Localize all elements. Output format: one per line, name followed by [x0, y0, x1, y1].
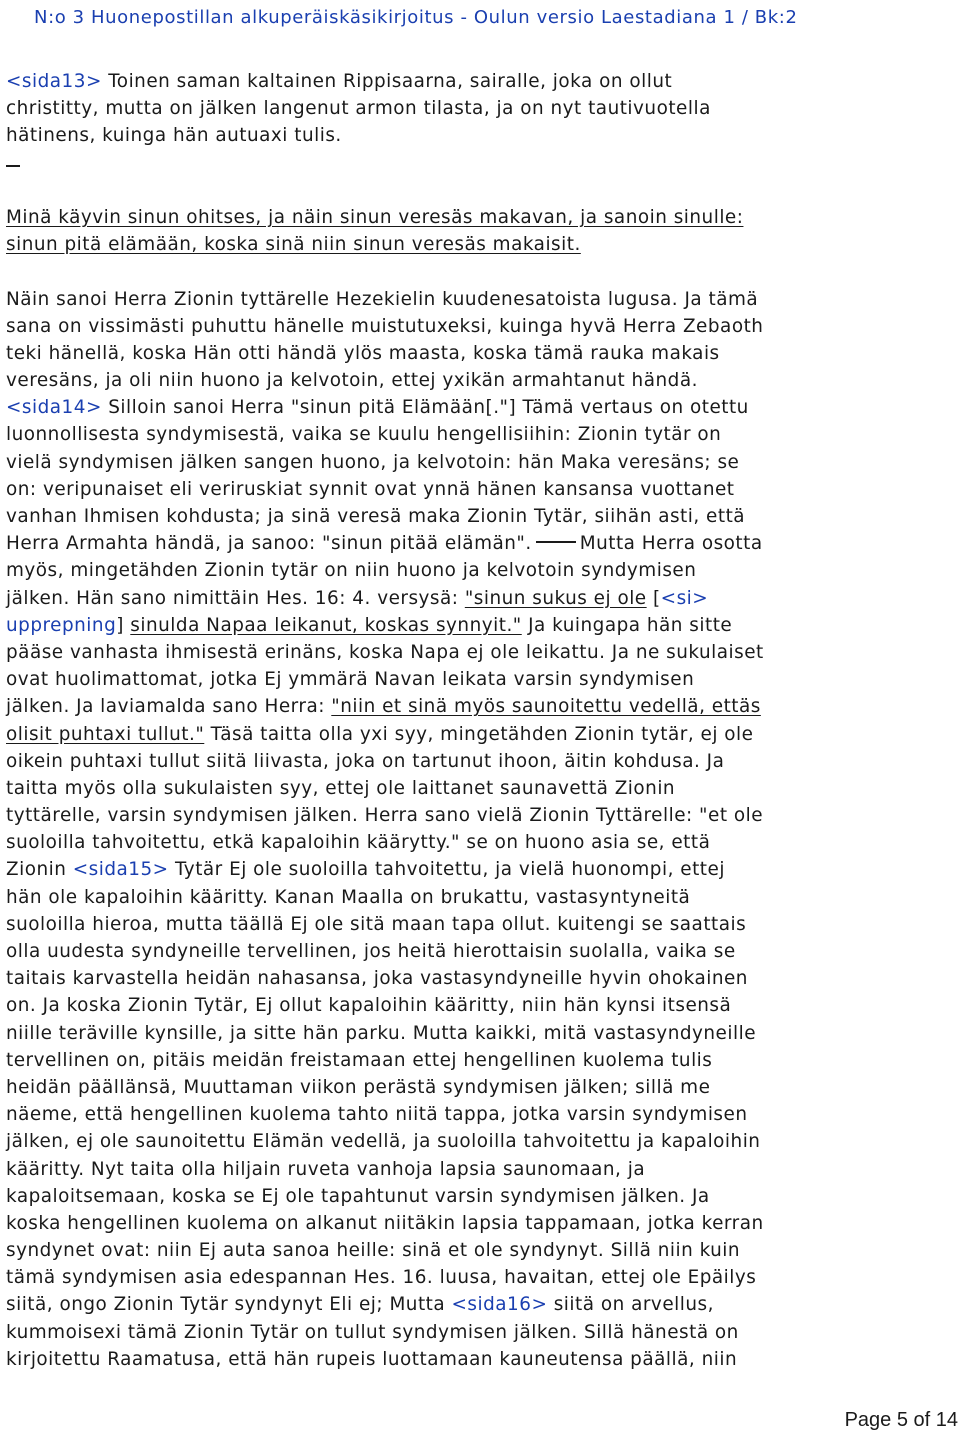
body-text: Mutta Herra osotta — [579, 533, 763, 555]
intro-line: hätinens, kuinga hän autuaxi tulis. — [6, 125, 342, 147]
body-line — [6, 1291, 956, 1318]
document-body — [6, 68, 956, 1373]
body-text: Täsä taitta olla yxi syy, mingetähden Zionin tytär, ej ole — [204, 723, 754, 745]
body-line: kääritty. Nyt taita olla hiljain ruveta vanhoja lapsia saunomaan, ja — [6, 1158, 646, 1180]
body-line: ovat huolimattomat, jotka Ej ymmärä Navan leikata varsin syndymisen — [6, 669, 695, 691]
body-text: Tytär Ej ole suoloilla tahvoitettu, ja vielä huonompi, ettej — [168, 859, 725, 881]
body-line: tämä syndymisen asia edespannan Hes. 16. luusa, havaitan, ettej ole Epäilys — [6, 1267, 757, 1289]
body-line: kummoisexi tämä Zionin Tytär on tullut syndymisen jälken. Sillä hänestä on — [6, 1321, 739, 1343]
body-line: olla uudesta syndyneille tervellinen, jos heitä hierottaisin suolalla, vaika se — [6, 941, 736, 962]
page-marker: <sida16> — [451, 1294, 548, 1316]
editorial-marker: upprepning — [6, 614, 117, 636]
body-line: hän ole kapaloihin kääritty. Kanan Maalla on brukattu, vastasyntyneitä — [6, 886, 691, 908]
body-text: jälken. Hän sano nimittäin Hes. 16: 4. versysä: — [6, 587, 465, 609]
quote-line: Minä käyvin sinun ohitses, ja näin sinun veresäs makavan, ja sanoin sinulle: — [6, 206, 744, 228]
body-line — [6, 612, 956, 639]
quote-line: sinun pitä elämään, koska sinä niin sinun veresäs makaisit. — [6, 234, 581, 256]
body-text: siitä on arvellus, — [547, 1294, 714, 1316]
scripture-quote: olisit puhtaxi tullut." — [6, 723, 205, 745]
body-line: oikein puhtaxi tullut siitä liivasta, joka on tartunut ihoon, äitin kohdusa. Ja — [6, 750, 725, 772]
body-line: suoloilla tahvoitettu, etkä kapaloihin käärytty." se on huono asia se, että — [6, 832, 711, 854]
body-line: näeme, että hengellinen kuolema tahto niitä tappa, jotka varsin syndymisen — [6, 1104, 748, 1126]
body-text: Zionin — [6, 859, 73, 881]
body-line: kirjoitettu Raamatusa, että hän rupeis luottamaan kauneutensa päällä, niin — [6, 1348, 738, 1370]
body-line: Näin sanoi Herra Zionin tyttärelle Hezekielin kuudenesatoista lugusa. Ja tämä — [6, 288, 759, 310]
body-line: pääse vanhasta ihmisestä erinäns, koska Napa ej ole leikattu. Ja ne sukulaiset — [6, 641, 764, 663]
body-line — [6, 693, 956, 720]
body-text: Herra Armahta händä, ja sanoo: "sinun pitää elämän". — [6, 533, 532, 555]
body-line: on. Ja koska Zionin Tytär, Ej ollut kapaloihin kääritty, niin hän kynsi itsensä — [6, 995, 732, 1017]
page-number: Page 5 of 14 — [844, 1409, 958, 1431]
intro-line: christitty, mutta on jälken langenut armon tilasta, ja on nyt tautivuotella — [6, 98, 711, 120]
spacer — [6, 177, 956, 204]
body-line: jälken, ej ole saunoitettu Elämän vedellä, ja suoloilla tahvoitettu ja kapaloihin — [6, 1131, 761, 1153]
body-line: syndynet ovat: niin Ej auta sanoa heille: sinä et ole syndynyt. Sillä niin kuin — [6, 1240, 741, 1262]
body-line: heidän päällänsä, Muuttaman viikon perästä syndymisen jälken; sillä me — [6, 1076, 711, 1098]
body-line — [6, 530, 956, 557]
body-line: koska hengellinen kuolema on alkanut niitäkin lapsia tappamaan, jotka kerran — [6, 1212, 764, 1234]
body-line — [6, 856, 956, 883]
separator-dash — [6, 165, 20, 167]
separator-line — [6, 150, 956, 177]
body-line — [6, 721, 956, 748]
body-text: siitä, ongo Zionin Tytär syndynyt Eli ej; Mutta — [6, 1294, 452, 1316]
document-header: N:o 3 Huonepostillan alkuperäiskäsikirjoitus - Oulun versio Laestadiana 1 / Bk:2 — [34, 7, 798, 28]
body-line: tervellinen on, pitäis meidän freistamaan ettej hengellinen kuolema tulis — [6, 1049, 713, 1071]
body-line — [6, 585, 956, 612]
body-text: [ — [646, 587, 661, 609]
body-line: veresäns, ja oli niin huono ja kelvotoin, ettej yxikän armahtanut händä. — [6, 370, 698, 392]
body-text: Silloin sanoi Herra "sinun pitä Elämään[."] Tämä vertaus on otettu — [101, 397, 749, 419]
body-line: taitais karvastella heidän nahasansa, joka vastasyndyneille hyvin ohokainen — [6, 968, 748, 990]
body-text: Ja kuingapa hän sitte — [521, 614, 733, 636]
body-line: kapaloitsemaan, koska se Ej ole tapahtunut varsin syndymisen jälken. Ja — [6, 1185, 710, 1207]
em-dash-rule — [536, 541, 576, 543]
body-line: taitta myös olla sukulaisten syy, ettej ole laittanet saunavettä Zionin — [6, 777, 676, 799]
scripture-quote: "sinun sukus ej ole — [464, 587, 647, 609]
body-line: luonnollisesta syndymisestä, vaika se kuulu hengellisiihin: Zionin tytär on — [6, 424, 722, 446]
body-line: vanhan Ihmisen kohdusta; ja sinä veresä maka Zionin Tytär, siihän asti, että — [6, 506, 746, 527]
body-line: vielä syndymisen jälken sangen huono, ja kelvotoin: hän Maka veresäns; se — [6, 451, 740, 473]
body-line — [6, 394, 956, 421]
body-line: myös, mingetähden Zionin tytär on niin huono ja kelvotoin syndymisen — [6, 560, 697, 582]
body-line: suoloilla hieroa, mutta täällä Ej ole sitä maan tapa ollut. kuitengi se saattais — [6, 913, 747, 935]
body-line: sana on vissimästi puhuttu hänelle muistutuxeksi, kuinga hyvä Herra Zebaoth — [6, 315, 764, 337]
spacer — [6, 258, 956, 285]
scripture-quote: "niin et sinä myös saunoitettu vedellä, ettäs — [331, 696, 761, 718]
intro-line — [6, 68, 956, 95]
scripture-quote: sinulda Napaa leikanut, koskas synnyit." — [130, 614, 522, 636]
body-text: ] — [116, 614, 131, 636]
intro-text: Toinen saman kaltainen Rippisaarna, sairalle, joka on ollut — [101, 71, 673, 92]
body-text: jälken. Ja laviamalda sano Herra: — [6, 696, 332, 718]
body-line: niille teräville kynsille, ja sitte hän parku. Mutta kaikki, mitä vastasyndyneille — [6, 1022, 757, 1044]
body-line: tyttärelle, varsin syndymisen jälken. Herra sano vielä Zionin Tyttärelle: "et ole — [6, 805, 764, 827]
editorial-marker: <si> — [660, 587, 709, 609]
body-line: teki hänellä, koska Hän otti händä ylös maasta, koska tämä rauka makais — [6, 342, 720, 364]
body-line: on: veripunaiset eli veriruskiat synnit ovat ynnä hänen kansansa vuottanet — [6, 478, 735, 500]
page-marker: <sida15> — [72, 859, 169, 881]
page-marker: <sida14> — [6, 397, 102, 419]
page-marker: <sida13> — [6, 71, 102, 92]
